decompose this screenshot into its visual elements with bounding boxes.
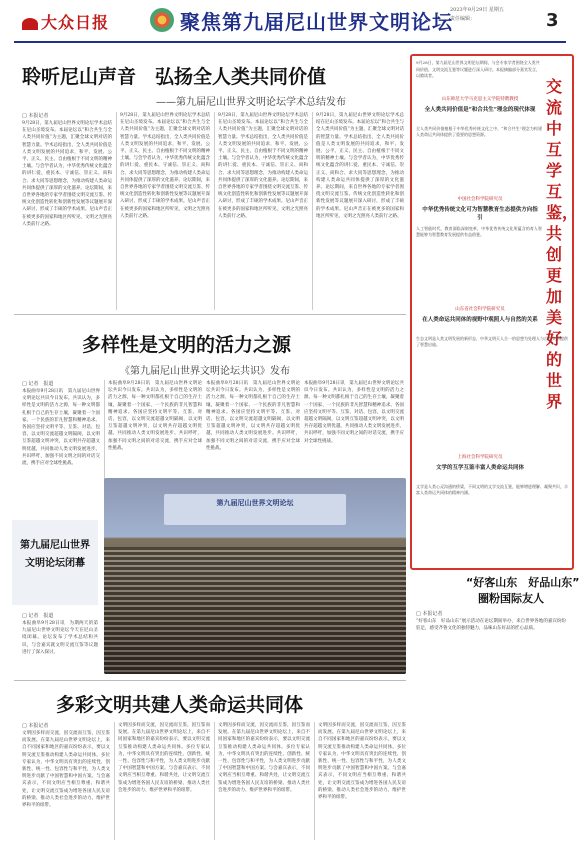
sidebar-item4-author: 上海社会科学院研究员 xyxy=(457,455,503,460)
article1-body-col1: 9月28日，第九届尼山世界文明论坛学术总结在尼山圣境发布。本届论坛以“和合共生与全人类共同价值”为主题，汇聚全球文明对话的智慧力量。学术总结指出，全人类共同价值是人类文明发展的共同追求，和平、发展、公平、正义、民主、自由植根于不同文明的精神土壤。与会学者认为，中华优秀传统文化蕴含的讲仁爱、重民本、守诚信、崇正义、尚和合、求大同等思想理念，为推动构建人类命运共同体提供了深厚的文化滋养。论坛期间，来自世界各地的专家学者围绕文明交流互鉴、传统文化创造性转化和创新性发展等议题展开深入研讨，形成了丰硕的学术成果。尼山声音正在被更多的国家和地区所听见，文明之光照亮人类前行之路。 xyxy=(22,121,112,227)
box-body: 本报曲阜9月28日讯 为期两天的第九届尼山世界文明论坛今天在尼山圣境闭幕。论坛发布了学术总结和共识，与会嘉宾就文明交流互鉴等议题进行了深入探讨。 xyxy=(22,621,98,655)
closing-box xyxy=(12,520,98,605)
friends-headline-line1: “好客山东 好品山东” xyxy=(466,576,580,589)
article2-body-col2: 本报曲阜9月28日讯 第九届尼山世界文明论坛共识今日发布。共识认为，多样性是文明的活力之源，每一种文明都扎根于自己的生存土壤，凝聚着一个国家、一个民族的非凡智慧和精神追求。各国应坚持文明平等、互鉴、对话、包容，以文明交流超越文明隔阂，以文明互鉴超越文明冲突，以文明共存超越文明优越，共同推动人类文明发展进步。共识呼吁，加强不同文明之间的对话交流，携手应对全球性挑战。 xyxy=(108,381,202,451)
column-rule xyxy=(214,112,215,310)
article2-body-col4: 本报曲阜9月28日讯 第九届尼山世界文明论坛共识今日发布。共识认为，多样性是文明的活力之源，每一种文明都扎根于自己的生存土壤，凝聚着一个国家、一个民族的非凡智慧和精神追求。各国应坚持文明平等、互鉴、对话、包容，以文明交流超越文明隔阂，以文明互鉴超越文明冲突，以文明共存超越文明优越，共同推动人类文明发展进步。共识呼吁，加强不同文明之间的对话交流，携手应对全球性挑战。 xyxy=(304,381,404,444)
article3-headline: 多彩文明共建人类命运共同体 xyxy=(56,694,304,716)
article1-body-col4: 9月28日，第九届尼山世界文明论坛学术总结在尼山圣境发布。本届论坛以“和合共生与全人类共同价值”为主题，汇聚全球文明对话的智慧力量。学术总结指出，全人类共同价值是人类文明发展的共同追求，和平、发展、公平、正义、民主、自由植根于不同文明的精神土壤。与会学者认为，中华优秀传统文化蕴含的讲仁爱、重民本、守诚信、崇正义、尚和合、求大同等思想理念，为推动构建人类命运共同体提供了深厚的文化滋养。论坛期间，来自世界各地的专家学者围绕文明交流互鉴、传统文化创造性转化和创新性发展等议题展开深入研讨，形成了丰硕的学术成果。尼山声音正在被更多的国家和地区所听见，文明之光照亮人类前行之路。 xyxy=(316,113,404,219)
article2-byline: □ 记者 报道 xyxy=(22,381,54,387)
audience-rows xyxy=(104,547,406,674)
sidebar-item1-body: 全人类共同价值植根于中华优秀传统文化之中，“和合共生”理念为构建人类命运共同体提供了重要的思想资源。 xyxy=(416,126,542,138)
sidebar-vertical-title: 交流中互学互鉴，共创更加美好的世界 xyxy=(546,77,579,411)
logo-emblem-icon xyxy=(22,18,38,30)
article2-headline: 多样性是文明的活力之源 xyxy=(82,334,292,356)
header-meta xyxy=(450,6,550,24)
sidebar-item1-title: 全人类共同价值是“和合共生”理念的现代体现 xyxy=(424,107,536,113)
sidebar-box xyxy=(410,54,579,570)
box-title-line2: 文明论坛闭幕 xyxy=(25,558,85,569)
sidebar-item4-body: 文学是人类心灵沟通的桥梁，不同文明的文学交流互鉴，能够增进理解、凝聚共识，丰富人类命运共同体的精神内涵。 xyxy=(416,484,568,496)
box-title-line1: 第九届尼山世界 xyxy=(20,540,90,551)
sidebar-item3-body: 生态文明是人类文明发展的新形态，中华文明天人合一的思想为处理人与自然关系提供了智慧启迪。 xyxy=(416,336,568,348)
article3-body-col2: 文明因多样而交流，因交流而互鉴，因互鉴而发展。在第九届尼山世界文明论坛上，来自不同国家和地区的嘉宾纷纷表示，要以文明交流互鉴推动构建人类命运共同体。多位专家认为，中华文明具有突出的连续性、创新性、统一性、包容性与和平性，为人类文明进步贡献了中国智慧和中国方案。与会嘉宾表示，不同文明应当相互尊重、和谐共处，让文明交流互鉴成为增进各国人民友谊的桥梁、推动人类社会进步的动力、维护世界和平的纽带。 xyxy=(118,723,210,793)
sidebar-item2-author: 中国社会科学院研究员 xyxy=(457,197,503,202)
stage-screen xyxy=(164,494,345,525)
banner-title: 聚焦第九届尼山世界文明论坛 xyxy=(180,10,453,34)
sidebar-item4-title: 文学的互学互鉴丰富人类命运共同体 xyxy=(435,465,524,471)
sidebar-item3-title: 在人类命运共同体的视野中观照人与自然的关系 xyxy=(422,317,538,323)
sidebar-item3-author: 山东省社会科学院研究员 xyxy=(455,307,505,312)
section-divider xyxy=(14,314,406,315)
date-line: 2023年9月29日 星期五 xyxy=(450,7,504,13)
sidebar-item2-body: 人工智能时代，教育面临深刻变革，中华优秀传统文化所蕴含的育人智慧能够为智慧教育发展提供有益借鉴。 xyxy=(416,226,542,238)
forum-venue-photo xyxy=(104,478,406,674)
flower-emblem-icon xyxy=(150,8,174,32)
column-rule xyxy=(314,722,315,840)
article1-headline: 聆听尼山声音 弘扬全人类共同价值 xyxy=(22,66,327,88)
paper-name: 大众日报 xyxy=(41,13,110,32)
article2-body-col3: 本报曲阜9月28日讯 第九届尼山世界文明论坛共识今日发布。共识认为，多样性是文明的活力之源，每一种文明都扎根于自己的生存土壤，凝聚着一个国家、一个民族的非凡智慧和精神追求。各国应坚持文明平等、互鉴、对话、包容，以文明交流超越文明隔阂，以文明互鉴超越文明冲突，以文明共存超越文明优越，共同推动人类文明发展进步。共识呼吁，加强不同文明之间的对话交流，携手应对全球性挑战。 xyxy=(206,381,300,451)
box-byline: □ 记者 报道 xyxy=(22,613,54,619)
article1-subheadline: ——第九届尼山世界文明论坛学术总结发布 xyxy=(156,97,346,108)
banner xyxy=(150,6,453,36)
editor-line: 责任编辑： xyxy=(450,16,476,22)
article3-body-col4: 文明因多样而交流，因交流而互鉴，因互鉴而发展。在第九届尼山世界文明论坛上，来自不同国家和地区的嘉宾纷纷表示，要以文明交流互鉴推动构建人类命运共同体。多位专家认为，中华文明具有突出的连续性、创新性、统一性、包容性与和平性，为人类文明进步贡献了中国智慧和中国方案。与会嘉宾表示，不同文明应当相互尊重、和谐共处，让文明交流互鉴成为增进各国人民友谊的桥梁、推动人类社会进步的动力、维护世界和平的纽带。 xyxy=(318,723,406,801)
friends-byline: □ 本报记者 xyxy=(416,611,443,617)
column-rule xyxy=(312,112,313,310)
article1-body-col2: 9月28日，第九届尼山世界文明论坛学术总结在尼山圣境发布。本届论坛以“和合共生与全人类共同价值”为主题，汇聚全球文明对话的智慧力量。学术总结指出，全人类共同价值是人类文明发展的共同追求，和平、发展、公平、正义、民主、自由植根于不同文明的精神土壤。与会学者认为，中华优秀传统文化蕴含的讲仁爱、重民本、守诚信、崇正义、尚和合、求大同等思想理念，为推动构建人类命运共同体提供了深厚的文化滋养。论坛期间，来自世界各地的专家学者围绕文明交流互鉴、传统文化创造性转化和创新性发展等议题展开深入研讨，形成了丰硕的学术成果。尼山声音正在被更多的国家和地区所听见，文明之光照亮人类前行之路。 xyxy=(120,113,210,219)
article2-subheadline: 《第九届尼山世界文明论坛共识》发布 xyxy=(120,366,290,377)
article1-body-col3: 9月28日，第九届尼山世界文明论坛学术总结在尼山圣境发布。本届论坛以“和合共生与全人类共同价值”为主题，汇聚全球文明对话的智慧力量。学术总结指出，全人类共同价值是人类文明发展的共同追求，和平、发展、公平、正义、民主、自由植根于不同文明的精神土壤。与会学者认为，中华优秀传统文化蕴含的讲仁爱、重民本、守诚信、崇正义、尚和合、求大同等思想理念，为推动构建人类命运共同体提供了深厚的文化滋养。论坛期间，来自世界各地的专家学者围绕文明交流互鉴、传统文化创造性转化和创新性发展等议题展开深入研讨，形成了丰硕的学术成果。尼山声音正在被更多的国家和地区所听见，文明之光照亮人类前行之路。 xyxy=(218,113,308,219)
page-number: 3 xyxy=(546,10,559,31)
column-rule xyxy=(114,722,115,840)
article3-byline: □ 本报记者 xyxy=(22,723,49,729)
friends-body: “好客山东 好品山东”展示活动在论坛期间举办，来自世界各地的嘉宾纷纷驻足，感受齐鲁文化的独特魅力，品味山东好品的匠心品质。 xyxy=(416,619,566,632)
sidebar-item1-author: 山东师范大学马克思主义学院特聘教授 xyxy=(441,97,519,102)
article1-byline: □ 本报记者 xyxy=(22,113,49,119)
article2-body-col1: 本报曲阜9月28日讯 第九届尼山世界文明论坛共识今日发布。共识认为，多样性是文明的活力之源，每一种文明都扎根于自己的生存土壤，凝聚着一个国家、一个民族的非凡智慧和精神追求。各国应坚持文明平等、互鉴、对话、包容，以文明交流超越文明隔阂，以文明互鉴超越文明冲突，以文明共存超越文明优越，共同推动人类文明发展进步。共识呼吁，加强不同文明之间的对话交流，携手应对全球性挑战。 xyxy=(22,389,100,467)
article3-body-col3: 文明因多样而交流，因交流而互鉴，因互鉴而发展。在第九届尼山世界文明论坛上，来自不同国家和地区的嘉宾纷纷表示，要以文明交流互鉴推动构建人类命运共同体。多位专家认为，中华文明具有突出的连续性、创新性、统一性、包容性与和平性，为人类文明进步贡献了中国智慧和中国方案。与会嘉宾表示，不同文明应当相互尊重、和谐共处，让文明交流互鉴成为增进各国人民友谊的桥梁、推动人类社会进步的动力、维护世界和平的纽带。 xyxy=(218,723,310,793)
column-rule xyxy=(116,112,117,310)
friends-headline-line2: 圈粉国际友人 xyxy=(478,592,544,605)
stage-text: 第九届尼山世界文明论坛 xyxy=(216,497,294,507)
article3-body-col1: 文明因多样而交流，因交流而互鉴，因互鉴而发展。在第九届尼山世界文明论坛上，来自不同国家和地区的嘉宾纷纷表示，要以文明交流互鉴推动构建人类命运共同体。多位专家认为，中华文明具有突出的连续性、创新性、统一性、包容性与和平性，为人类文明进步贡献了中国智慧和中国方案。与会嘉宾表示，不同文明应当相互尊重、和谐共处，让文明交流互鉴成为增进各国人民友谊的桥梁、推动人类社会进步的动力、维护世界和平的纽带。 xyxy=(22,731,110,809)
section-divider xyxy=(14,680,406,681)
page-header xyxy=(0,0,580,42)
newspaper-logo xyxy=(22,10,109,33)
column-rule xyxy=(214,722,215,840)
sidebar-item2-title: 中华优秀传统文化可为智慧教育生态提供方向指引 xyxy=(422,207,538,221)
sidebar-intro: 9月28日，第九届尼山世界文明论坛期间，与会专家学者围绕全人类共同价值、文明交流互鉴等议题进行深入研讨。本报摘编部分嘉宾发言，以飨读者。 xyxy=(416,60,540,78)
header-rule xyxy=(14,41,566,43)
